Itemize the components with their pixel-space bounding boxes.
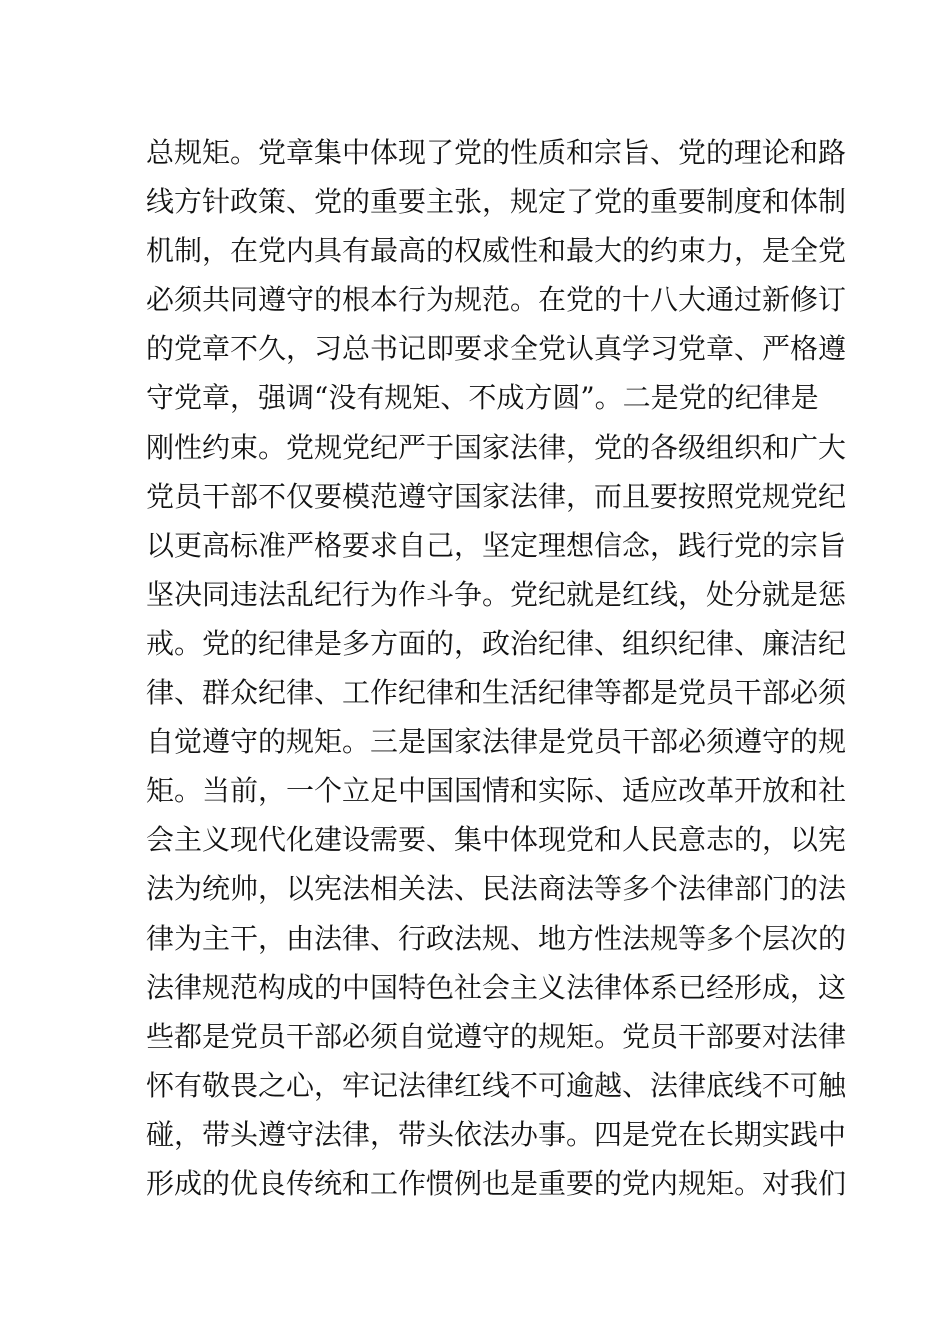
text-line: 会主义现代化建设需要、集中体现党和人民意志的，以宪 (146, 823, 847, 857)
text-line: 总规矩。党章集中体现了党的性质和宗旨、党的理论和路 (146, 136, 847, 169)
text-line: 的党章不久，习总书记即要求全党认真学习党章、严格遵 (146, 332, 847, 366)
text-line: 戒。党的纪律是多方面的，政治纪律、组织纪律、廉洁纪 (146, 626, 847, 660)
text-line: 法为统帅，以宪法相关法、民法商法等多个法律部门的法 (146, 872, 847, 906)
text-line: 法律规范构成的中国特色社会主义法律体系已经形成，这 (146, 970, 847, 1004)
text-line: 律为主干，由法律、行政法规、地方性法规等多个层次的 (146, 921, 847, 955)
text-line: 矩。当前，一个立足中国国情和实际、适应改革开放和社 (146, 774, 847, 808)
body-paragraph (146, 128, 847, 1208)
text-line: 机制，在党内具有最高的权威性和最大的约束力，是全党 (146, 234, 847, 268)
text-line: 律、群众纪律、工作纪律和生活纪律等都是党员干部必须 (146, 676, 847, 710)
text-line: 党员干部不仅要模范遵守国家法律，而且要按照党规党纪 (146, 479, 847, 513)
text-line: 以更高标准严格要求自己，坚定理想信念，践行党的宗旨 (146, 528, 847, 562)
text-line: 些都是党员干部必须自觉遵守的规矩。党员干部要对法律 (146, 1019, 847, 1053)
text-line: 刚性约束。党规党纪严于国家法律，党的各级组织和广大 (146, 430, 847, 464)
text-line: 线方针政策、党的重要主张，规定了党的重要制度和体制 (146, 185, 847, 219)
text-line: 形成的优良传统和工作惯例也是重要的党内规矩。对我们 (146, 1166, 847, 1200)
text-line: 自觉遵守的规矩。三是国家法律是党员干部必须遵守的规 (146, 725, 847, 759)
text-line: 坚决同违法乱纪行为作斗争。党纪就是红线，处分就是惩 (146, 577, 847, 611)
text-line: 守党章，强调“没有规矩、不成方圆”。二是党的纪律是 (146, 381, 819, 415)
text-line: 碰，带头遵守法律，带头依法办事。四是党在长期实践中 (146, 1117, 847, 1151)
text-line: 必须共同遵守的根本行为规范。在党的十八大通过新修订 (146, 283, 847, 317)
text-line: 怀有敬畏之心，牢记法律红线不可逾越、法律底线不可触 (146, 1068, 847, 1102)
